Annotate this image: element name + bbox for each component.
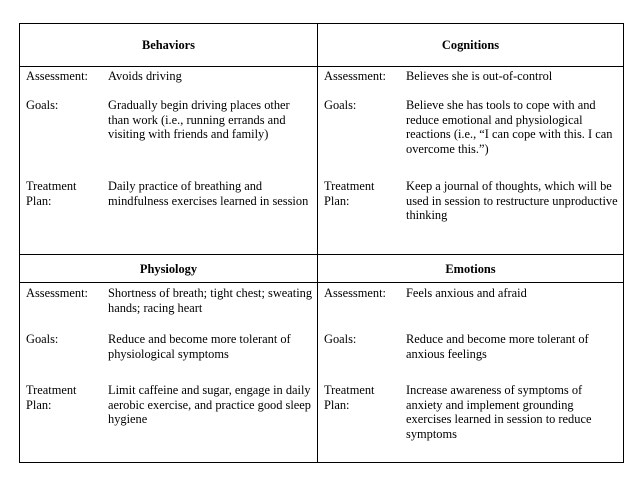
assessment-label: Assessment: (324, 69, 386, 83)
behaviors-goals: Gradually begin driving places other than work (i.e., running errands and visiting with friends and family) (108, 98, 290, 141)
goals-label: Goals: (26, 332, 59, 346)
assessment-label: Assessment: (26, 69, 88, 83)
emotions-assessment: Feels anxious and afraid (406, 286, 527, 300)
physiology-quadrant (20, 255, 317, 462)
treatment-plan-label: Treatment Plan: (324, 383, 375, 412)
cognitions-goals: Believe she has tools to cope with and reduce emotional and physiological reactions (i.e., “I can cope with this. I can overcome this.”) (406, 98, 613, 156)
behaviors-title: Behaviors (141, 38, 195, 52)
assessment-label: Assessment: (324, 286, 386, 300)
goals-label: Goals: (324, 98, 357, 112)
behaviors-quadrant (20, 24, 317, 254)
goals-label: Goals: (324, 332, 357, 346)
assessment-label: Assessment: (26, 286, 88, 300)
emotions-quadrant (318, 255, 623, 462)
physiology-assessment: Shortness of breath; tight chest; sweating hands; racing heart (108, 286, 313, 315)
physiology-goals: Reduce and become more tolerant of physiological symptoms (108, 332, 291, 361)
emotions-plan: Increase awareness of symptoms of anxiety and implement grounding exercises learned in session to reduce symptoms (406, 383, 592, 441)
treatment-plan-label: Treatment Plan: (26, 383, 77, 412)
cognitions-title: Cognitions (441, 38, 500, 52)
physiology-title: Physiology (139, 262, 198, 276)
cognitions-quadrant (318, 24, 623, 254)
cognitions-assessment: Believes she is out-of-control (406, 69, 553, 83)
cognitions-plan: Keep a journal of thoughts, which will be used in session to restructure unproductive thinking (406, 179, 618, 222)
treatment-plan-label: Treatment Plan: (324, 179, 375, 208)
treatment-plan-label: Treatment Plan: (26, 179, 77, 208)
emotions-title: Emotions (445, 262, 496, 276)
physiology-plan: Limit caffeine and sugar, engage in daily aerobic exercise, and practice good sleep hygiene (108, 383, 311, 426)
behaviors-plan: Daily practice of breathing and mindfulness exercises learned in session (108, 179, 309, 208)
goals-label: Goals: (26, 98, 59, 112)
treatment-grid (19, 23, 624, 463)
behaviors-assessment: Avoids driving (108, 69, 182, 83)
emotions-goals: Reduce and become more tolerant of anxious feelings (406, 332, 589, 361)
